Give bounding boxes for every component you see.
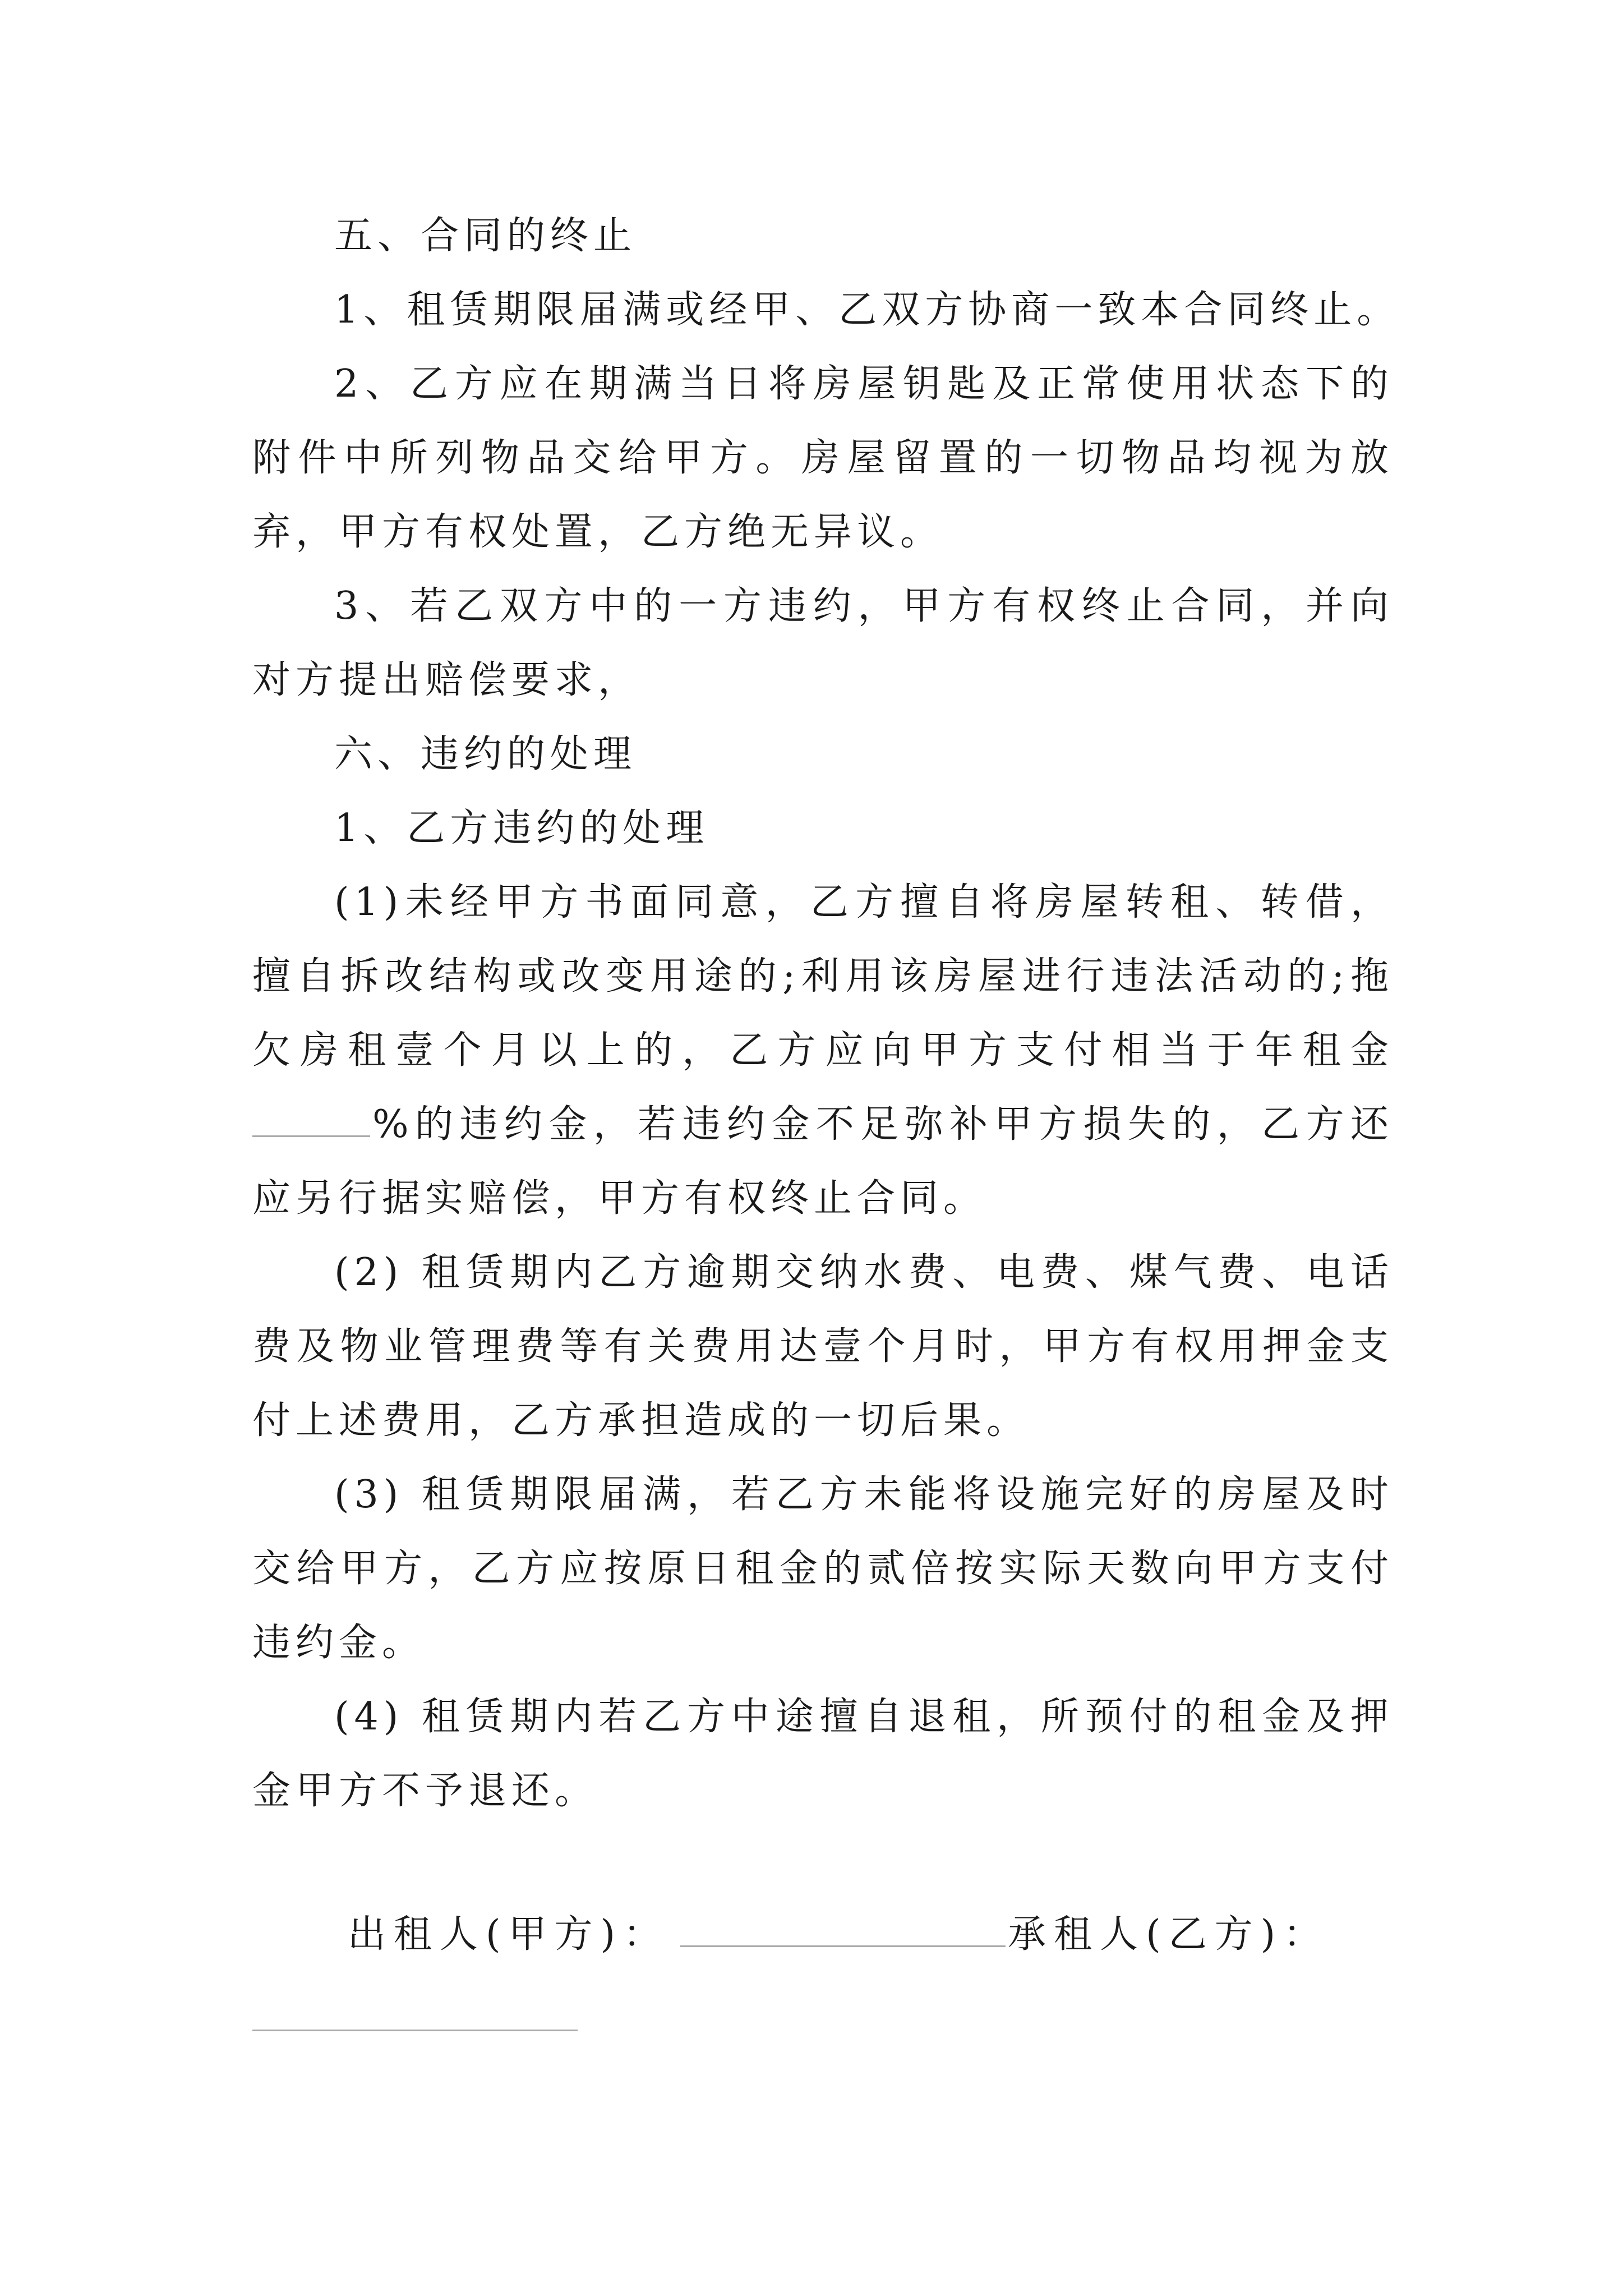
clause-1-text-part1: (1)未经甲方书面同意，乙方擅自将房屋转租、转借，擅自拆改结构或改变用途的;利用该房屋进行违法活动的;拖欠房租壹个月以上的，乙方应向甲方支付相当于年租金 [252,880,1394,1073]
section-5-item-2: 2、乙方应在期满当日将房屋钥匙及正常使用状态下的附件中所列物品交给甲方。房屋留置的一切物品均视为放弃，甲方有权处置，乙方绝无异议。 [252,362,1394,554]
clause-4: (4) 租赁期内若乙方中途擅自退租，所预付的租金及押金甲方不予退还。 [252,1695,1394,1813]
clause-1-text-part2: %的违约金，若违约金不足弥补甲方损失的，乙方还应另行据实赔偿，甲方有权终止合同。 [252,1102,1394,1221]
clause-2: (2) 租赁期内乙方逾期交纳水费、电费、煤气费、电话费及物业管理费等有关费用达壹个月时，甲方有权用押金支付上述费用，乙方承担造成的一切后果。 [252,1250,1394,1443]
clause-3: (3) 租赁期限届满，若乙方未能将设施完好的房屋及时交给甲方，乙方应按原日租金的贰倍按实际天数向甲方支付违约金。 [252,1473,1394,1665]
lessor-signature-blank [680,1912,1006,1947]
section-5-heading: 五、合同的终止 [334,214,637,258]
document-body [252,199,1400,1828]
lessee-label: 承租人(乙方)： [1008,1912,1330,1957]
percentage-blank [252,1101,370,1137]
signature-line [348,1912,1380,1957]
section-5-item-1: 1、租赁期限届满或经甲、乙双方协商一致本合同终止。 [334,288,1400,332]
clause-1 [252,866,1394,1236]
section-5-item-3: 3、若乙双方中的一方违约，甲方有权终止合同，并向对方提出赔偿要求， [252,584,1394,702]
section-6-heading: 六、违约的处理 [334,732,637,776]
lessee-signature-blank [252,2030,578,2031]
section-6-subheading-1: 1、乙方违约的处理 [334,806,709,850]
lessor-label: 出租人(甲方)： [348,1912,670,1957]
